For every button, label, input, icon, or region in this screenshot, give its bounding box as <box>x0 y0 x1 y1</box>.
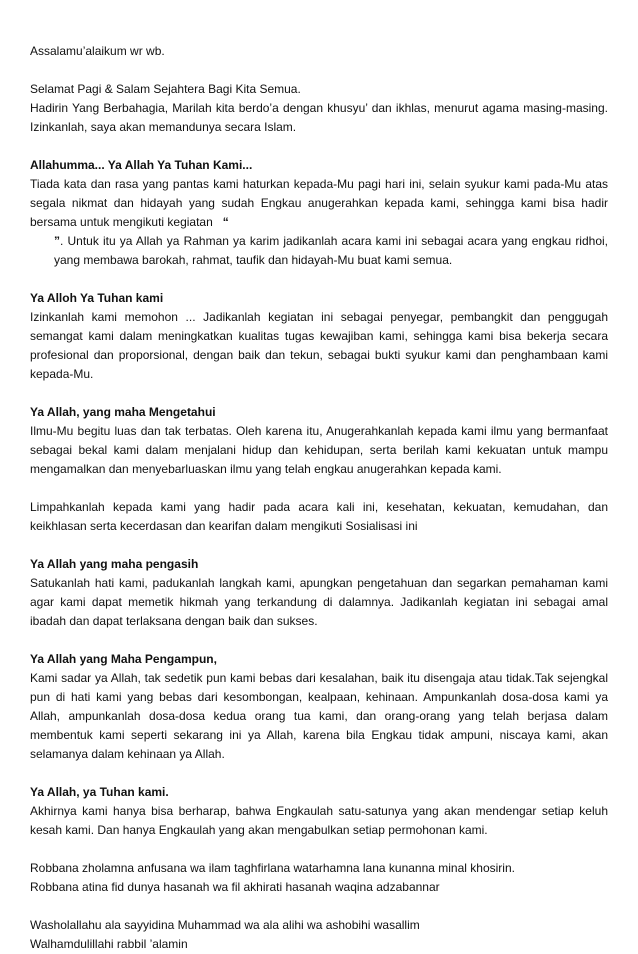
section-2-body: Izinkanlah kami memohon ... Jadikanlah kegiatan ini sebagai penyegar, pembangkit dan penggugah semangat kami dalam meningkatkan kualitas tugas kewajiban kami, sehingga kami bisa bekerja secara profesional dan proporsional, dengan baik dan tekun, sebagai bukti syukur kami dan penghambaan kami kepada-Mu. <box>30 310 608 381</box>
section-7-heading: Ya Allah, ya Tuhan kami. <box>30 785 169 799</box>
section-7-body: Akhirnya kami hanya bisa berharap, bahwa Engkaulah satu-satunya yang akan mendengar setiap keluh kesah kami. Dan hanya Engkaulah yang akan mengabulkan setiap permohonan kami. <box>30 804 608 837</box>
section-3-heading: Ya Allah, yang maha Mengetahui <box>30 405 216 419</box>
section-1-body-a: Tiada kata dan rasa yang pantas kami haturkan kepada-Mu pagi hari ini, selain syukur kami pada-Mu atas segala nikmat dan hidayah yang sudah Engkau anugerahkan kepada kami, sehingga kami bisa hadir bersama untuk mengikuti kegiatan <box>30 177 608 229</box>
intro-line-2: Hadirin Yang Berbahagia, Marilah kita berdo’a dengan khusyu’ dan ikhlas, menurut agama masing-masing. Izinkanlah, saya akan memandunya secara Islam. <box>30 101 608 134</box>
section-1-heading: Allahumma... Ya Allah Ya Tuhan Kami... <box>30 158 253 172</box>
greeting: Assalamu’alaikum wr wb. <box>30 44 165 58</box>
closing-salawat: Washolallahu ala sayyidina Muhammad wa ala alihi wa ashobihi wasallim <box>30 918 420 932</box>
section-1-body <box>30 175 608 232</box>
section-5-heading: Ya Allah yang maha pengasih <box>30 557 199 571</box>
section-2-heading: Ya Alloh Ya Tuhan kami <box>30 291 164 305</box>
intro-line-1: Selamat Pagi & Salam Sejahtera Bagi Kita Semua. <box>30 82 301 96</box>
section-6-body: Kami sadar ya Allah, tak sedetik pun kami bebas dari kesalahan, baik itu disengaja atau tidak.Tak sejengkal pun di hati kami yang bebas dari kesombongan, kealpaan, kehinaan. Ampunkanlah dosa-dosa kami ya Allah, ampunkanlah dosa-dosa kedua orang tua kami, dan orang-orang yang telah berjasa dalam membentuk kami seperti sekarang ini ya Allah, karena bila Engkau tidak ampuni, niscaya kami, akan selamanya dalam kehinaan ya Allah. <box>30 671 608 761</box>
closing-hamdalah: Walhamdulillahi rabbil ’alamin <box>30 937 188 951</box>
section-6-heading: Ya Allah yang Maha Pengampun, <box>30 652 217 666</box>
section-5-body: Satukanlah hati kami, padukanlah langkah kami, apungkan pengetahuan dan segarkan pemahaman kami agar kami dapat memetik hikmah yang terkandung di dalamnya. Jadikanlah kegiatan ini sebagai amal ibadah dan dapat terlaksana dengan baik dan sukses. <box>30 576 608 628</box>
section-4-body: Limpahkanlah kepada kami yang hadir pada acara kali ini, kesehatan, kekuatan, kemudahan, dan keikhlasan serta kecerdasan dan kearifan dalam mengikuti Sosialisasi ini <box>30 500 608 533</box>
close-quote: ” <box>54 234 60 248</box>
section-1-body-b: . Untuk itu ya Allah ya Rahman ya karim jadikanlah acara kami ini sebagai acara yang engkau ridhoi, yang membawa barokah, rahmat, taufik dan hidayah-Mu buat kami semua. <box>54 234 608 267</box>
closing-prayer-1: Robbana zholamna anfusana wa ilam taghfirlana watarhamna lana kunanna minal khosirin. <box>30 861 515 875</box>
section-1-body-continued <box>30 232 608 270</box>
open-quote: “ <box>222 215 229 229</box>
section-3-body: Ilmu-Mu begitu luas dan tak terbatas. Oleh karena itu, Anugerahkanlah kepada kami ilmu yang bermanfaat sebagai bekal kami dalam menjalani hidup dan kehidupan, serta berilah kami kekuatan untuk mampu mengamalkan dan menyebarluaskan ilmu yang telah engkau anugerahkan kepada kami. <box>30 424 608 476</box>
closing-prayer-2: Robbana atina fid dunya hasanah wa fil akhirati hasanah waqina adzabannar <box>30 880 440 894</box>
